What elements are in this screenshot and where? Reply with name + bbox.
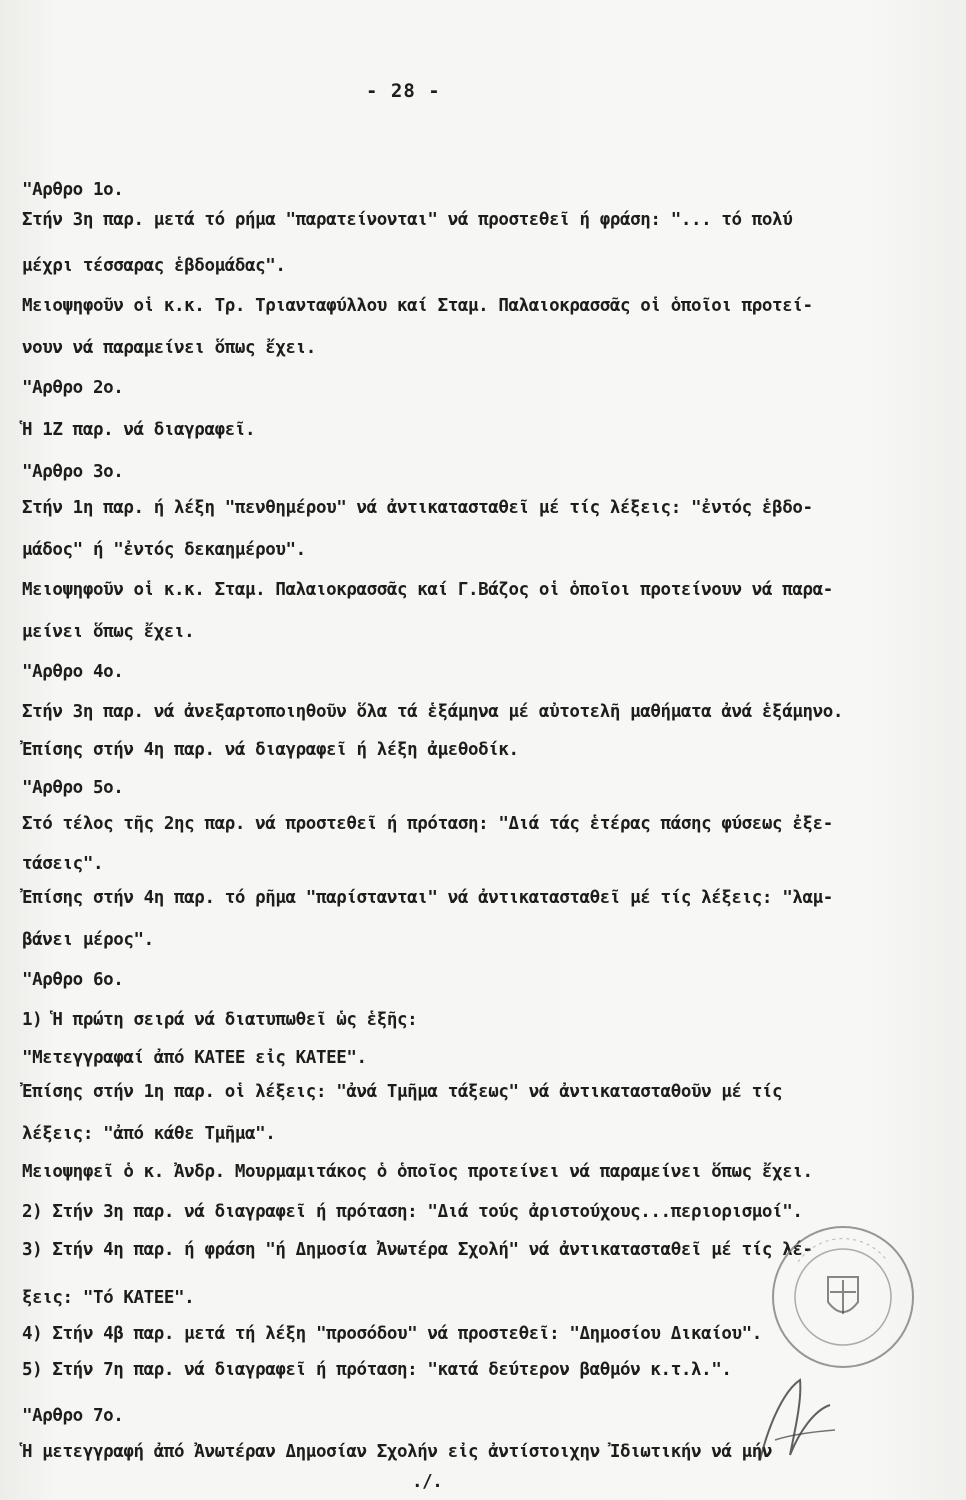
text-line: τάσεις".: [22, 854, 104, 874]
text-line: 4) Στήν 4β παρ. μετά τή λέξη "προσόδου" νά προστεθεῖ: "Δημοσίου Δικαίου".: [22, 1324, 762, 1344]
article-3-heading: "Αρθρο 3ο.: [22, 462, 124, 482]
text-line: Ἡ 1Ζ παρ. νά διαγραφεῖ.: [22, 420, 256, 440]
text-line: Μειοψηφοῦν οἱ κ.κ. Τρ. Τριανταφύλλου καί Σταμ. Παλαιοκρασσᾶς οἱ ὁποῖοι προτεί-: [22, 296, 813, 316]
text-line: Στήν 3η παρ. μετά τό ρήμα "παρατείνονται" νά προστεθεῖ ή φράση: "... τό πολύ: [22, 210, 793, 230]
text-line: Μειοψηφεῖ ὁ κ. Ἀνδρ. Μουρμαμιτάκος ὁ ὁποῖος προτείνει νά παραμείνει ὅπως ἔχει.: [22, 1162, 813, 1182]
article-6-heading: "Αρθρο 6ο.: [22, 970, 124, 990]
text-line: 1) Ἡ πρώτη σειρά νά διατυπωθεῖ ὡς ἑξῆς:: [22, 1010, 418, 1030]
article-1-heading: "Αρθρο 1ο.: [22, 180, 124, 200]
article-7-heading: "Αρθρο 7ο.: [22, 1406, 124, 1426]
text-line: 2) Στήν 3η παρ. νά διαγραφεῖ ή πρόταση: "Διά τούς ἀριστούχους...περιορισμοί".: [22, 1202, 803, 1222]
text-line: Μειοψηφοῦν οἱ κ.κ. Σταμ. Παλαιοκρασσᾶς καί Γ.Βάζος οἱ ὁποῖοι προτείνουν νά παρα-: [22, 580, 833, 600]
page-number: - 28 -: [366, 80, 441, 102]
text-line: βάνει μέρος".: [22, 930, 154, 950]
continuation-mark: ./.: [412, 1472, 443, 1492]
text-line: Στό τέλος τῆς 2ης παρ. νά προστεθεῖ ή πρόταση: "Διά τάς ἑτέρας πάσης φύσεως ἐξε-: [22, 814, 833, 834]
text-line: "Μετεγγραφαί ἀπό ΚΑΤΕΕ εἰς ΚΑΤΕΕ".: [22, 1048, 367, 1068]
text-line: Στήν 3η παρ. νά ἀνεξαρτοποιηθοῦν ὅλα τά ἑξάμηνα μέ αὐτοτελῆ μαθήματα ἀνά ἑξάμηνο.: [22, 702, 844, 722]
text-line: Στήν 1η παρ. ή λέξη "πενθημέρου" νά ἀντικατασταθεῖ μέ τίς λέξεις: "ἐντός ἑβδο-: [22, 498, 813, 518]
text-line: Ἐπίσης στήν 1η παρ. οἱ λέξεις: "ἀνά Τμῆμα τάξεως" νά ἀντικατασταθοῦν μέ τίς: [22, 1082, 783, 1102]
text-line: νουν νά παραμείνει ὅπως ἔχει.: [22, 338, 316, 358]
handwritten-signature-icon: [740, 1360, 850, 1470]
official-seal-icon: [768, 1222, 918, 1372]
text-line: 5) Στήν 7η παρ. νά διαγραφεῖ ή πρόταση: "κατά δεύτερον βαθμόν κ.τ.λ.".: [22, 1360, 732, 1380]
text-line: Ἡ μετεγγραφή ἀπό Ἀνωτέραν Δημοσίαν Σχολήν εἰς ἀντίστοιχην Ἰδιωτικήν νά μήν: [22, 1442, 773, 1462]
text-line: 3) Στήν 4η παρ. ή φράση "ή Δημοσία Ἀνωτέρα Σχολή" νά ἀντικατασταθεῖ μέ τίς λέ-: [22, 1240, 813, 1260]
article-4-heading: "Αρθρο 4ο.: [22, 662, 124, 682]
text-line: Ἐπίσης στήν 4η παρ. νά διαγραφεῖ ή λέξη ἀμεθοδίκ.: [22, 740, 519, 760]
text-line: μέχρι τέσσαρας ἑβδομάδας".: [22, 256, 286, 276]
article-5-heading: "Αρθρο 5ο.: [22, 778, 124, 798]
text-line: Ἐπίσης στήν 4η παρ. τό ρῆμα "παρίστανται" νά ἀντικατασταθεῖ μέ τίς λέξεις: "λαμ-: [22, 888, 833, 908]
text-line: λέξεις: "ἀπό κάθε Τμῆμα".: [22, 1124, 276, 1144]
text-line: μείνει ὅπως ἔχει.: [22, 622, 195, 642]
article-2-heading: "Αρθρο 2ο.: [22, 378, 124, 398]
text-line: ξεις: "Τό ΚΑΤΕΕ".: [22, 1288, 195, 1308]
text-line: μάδος" ή "ἐντός δεκαημέρου".: [22, 540, 306, 560]
